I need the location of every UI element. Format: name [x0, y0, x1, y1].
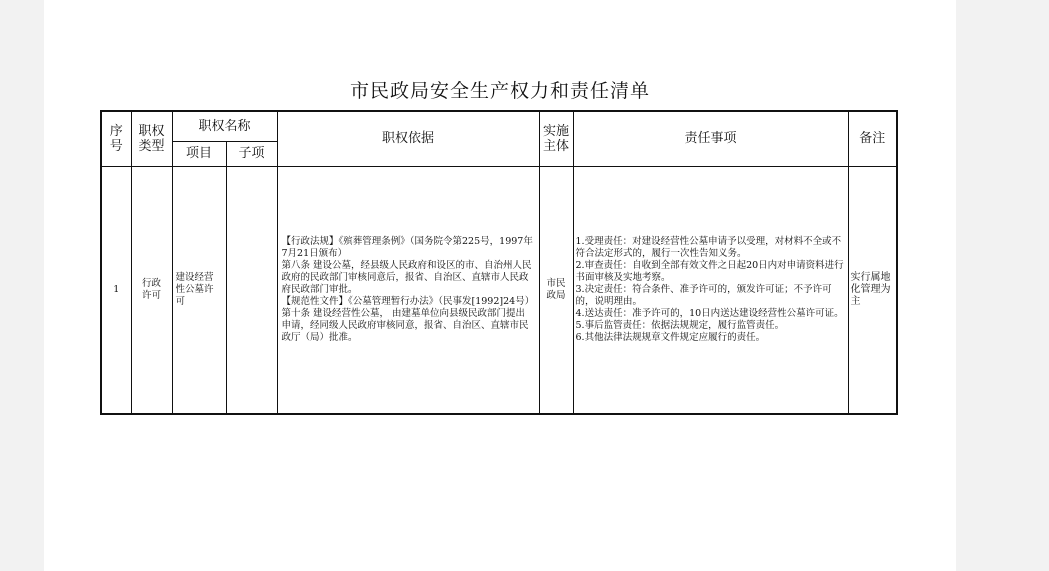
header-seq: 序号 — [101, 111, 131, 166]
header-subitem: 子项 — [226, 141, 277, 166]
cell-item: 建设经营性公墓许可 — [172, 166, 226, 414]
responsibility-line: 2.审查责任：自收到全部有效文件之日起20日内对申请资料进行书面审核及实地考察。 — [575, 259, 844, 283]
cell-subitem — [226, 166, 277, 414]
header-responsibility: 责任事项 — [573, 111, 848, 166]
header-subject: 实施主体 — [539, 111, 573, 166]
header-name: 职权名称 — [172, 111, 277, 141]
cell-basis — [277, 166, 539, 414]
responsibility-line: 3.决定责任：符合条件、准予许可的，颁发许可证；不予许可的，说明理由。 — [575, 283, 832, 307]
responsibility-line: 6.其他法律法规规章文件规定应履行的责任。 — [575, 331, 766, 343]
cell-seq: 1 — [101, 166, 131, 414]
document-page — [44, 0, 956, 571]
page-title: 市民政局安全生产权力和责任清单 — [349, 80, 650, 102]
table-row — [101, 166, 897, 414]
basis-line: 【行政法规】《殡葬管理条例》（国务院令第225号，1997年7月21日颁布） — [281, 235, 533, 259]
basis-line: 第十条 建设经营性公墓， 由建墓单位向县级民政部门提出申请，经同级人民政府审核同意，报省、自治区、直辖市民政厅（局）批准。 — [281, 307, 529, 343]
responsibility-line: 4.送达责任：准予许可的，10日内送达建设经营性公墓许可证。 — [575, 307, 844, 319]
responsibility-line: 1.受理责任：对建设经营性公墓申请予以受理，对材料不全或不符合法定形式的，履行一次性告知义务。 — [575, 235, 842, 259]
cell-responsibility — [573, 166, 848, 414]
header-remarks: 备注 — [848, 111, 897, 166]
header-row-1 — [101, 111, 897, 141]
header-item: 项目 — [172, 141, 226, 166]
cell-subject: 市民政局 — [539, 166, 573, 414]
header-basis: 职权依据 — [277, 111, 539, 166]
cell-type: 行政许可 — [131, 166, 172, 414]
basis-line: 【规范性文件】《公墓管理暂行办法》（民事发[1992]24号） — [281, 295, 535, 307]
header-type: 职权类型 — [131, 111, 172, 166]
basis-line: 第八条 建设公墓，经县级人民政府和设区的市、自治州人民政府的民政部门审核同意后，报省、自治区、直辖市人民政府民政部门审批。 — [281, 259, 532, 295]
power-list-table — [100, 110, 898, 415]
responsibility-line: 5.事后监管责任：依据法规规定，履行监管责任。 — [575, 319, 785, 331]
cell-remarks: 实行属地化管理为主 — [848, 166, 897, 414]
